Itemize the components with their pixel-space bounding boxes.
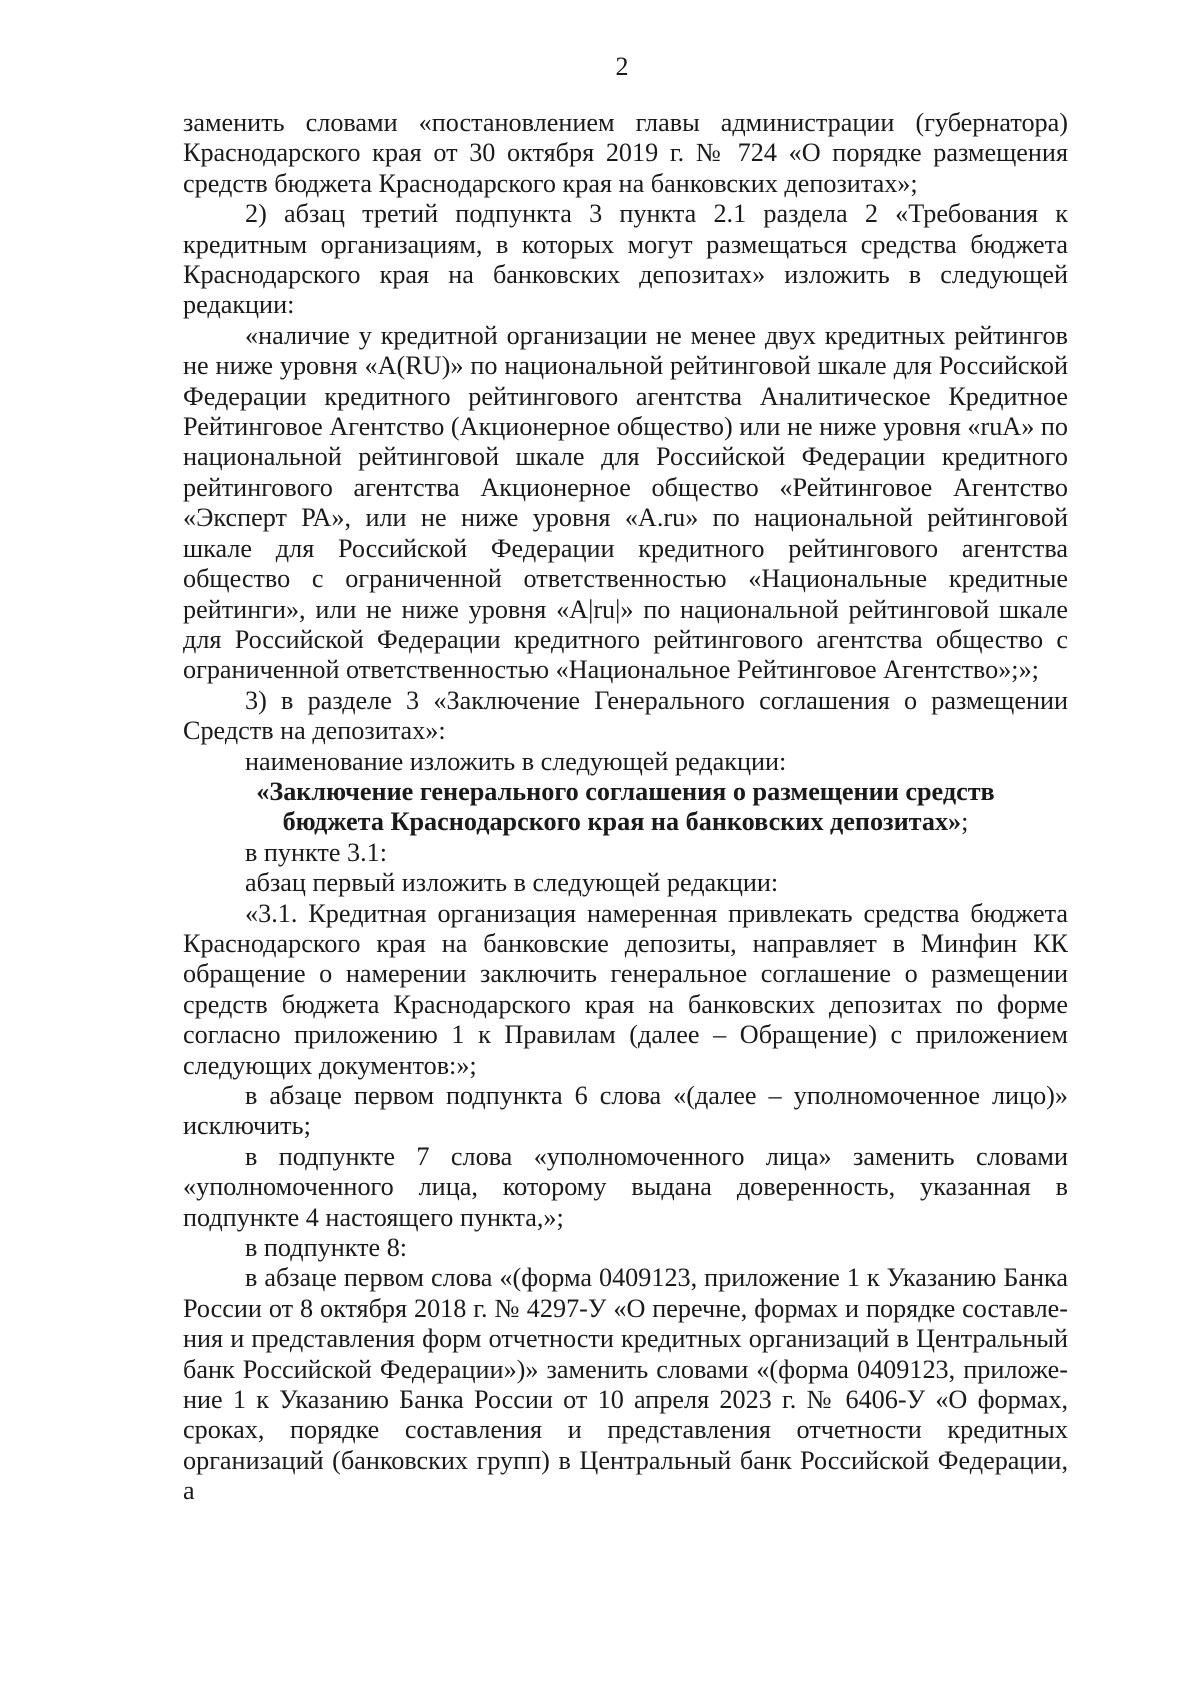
- paragraph-7: абзац первый изложить в следующей редакции:: [245, 868, 779, 898]
- paragraph-12: в абзаце первом слова «(форма 0409123, приложение 1 к Указанию Банка России от 8 октября 2018 г. № 4297-У «О перечне, формах и порядке составления и представления форм отчетности кредитных организаций в Центральный банк Российской Федерации»)» заменить словами «(форма 0409123, приложение 1 к Указанию Банка России от 10 апреля 2023 г. № 6406-У «О формах, сроках, порядке составления и представления отчетности кредитных организаций (банковских групп) в Центральный банк Российской Федерации, а: [183, 1263, 1068, 1506]
- paragraph-5: наименование изложить в следующей редакции:: [245, 746, 787, 776]
- paragraph-6: в пункте 3.1:: [245, 837, 388, 867]
- paragraph-2: 2) абзац третий подпункта 3 пункта 2.1 раздела 2 «Требования к кредитным организациям, в которых могут размещаться средства бюджета Краснодарского края на банковских депозитах» изложить в следующей редакции:: [183, 199, 1068, 320]
- section-heading-tail: ;: [961, 807, 969, 837]
- paragraph-1: заменить словами «постановлением главы администрации (губернатора) Краснодарского края от 30 октября 2019 г. № 724 «О порядке размещения средств бюджета Краснодарского края на банковских депозитах»;: [183, 108, 1068, 198]
- page-number: 2: [615, 52, 629, 81]
- section-heading: [183, 777, 1068, 838]
- document-body: [183, 108, 1068, 1507]
- paragraph-10: в подпункте 7 слова «уполномоченного лица» заменить словами «уполномоченного лица, которому выдана доверенность, указанная в подпункте 4 настоящего пункта,»;: [183, 1141, 1068, 1232]
- paragraph-3: «наличие у кредитной организации не менее двух кредитных рейтингов не ниже уровня «A(RU)» по национальной рейтинговой шкале для Российской Федерации кредитного рейтингового агентства Аналитическое Кредитное Рейтинговое Агентство (Акционерное общество) или не ниже уровня «ruA» по национальной рейтинговой шкале для Российской Федерации кредитного рейтингового агентства Акционерное общество «Рейтинговое Агентство «Эксперт РА», или не ниже уровня «A.ru» по национальной рейтинговой шкале для Российской Федерации кредитного рейтингового агентства общество с ограниченной ответственностью «Национальные кредитные рейтинги», или не ниже уровня «A|ru|» по национальной рейтинговой шкале для Российской Федерации кредитного рейтингового агентства общество с ограниченной ответственностью «Национальное Рейтинговое Агентство»;»;: [183, 320, 1068, 685]
- paragraph-8: «3.1. Кредитная организация намеренная привлекать средства бюджета Краснодарского края на банковские депозиты, направляет в Минфин КК обращение о намерении заключить генеральное соглашение о размещении средств бюджета Краснодарского края на банковских депозитах по форме согласно приложению 1 к Правилам (далее – Обращение) с приложением следующих документов:»;: [183, 898, 1068, 1080]
- paragraph-4: 3) в разделе 3 «Заключение Генерального соглашения о размещении Средств на депозитах»:: [183, 685, 1068, 746]
- paragraph-9: в абзаце первом подпункта 6 слова «(далее – уполномоченное лицо)» исключить;: [183, 1081, 1068, 1141]
- paragraph-11: в подпункте 8:: [245, 1233, 408, 1263]
- section-heading-text: «Заключение генерального соглашения о размещении средств бюджета Краснодарского края на банковских депозитах»: [256, 776, 995, 837]
